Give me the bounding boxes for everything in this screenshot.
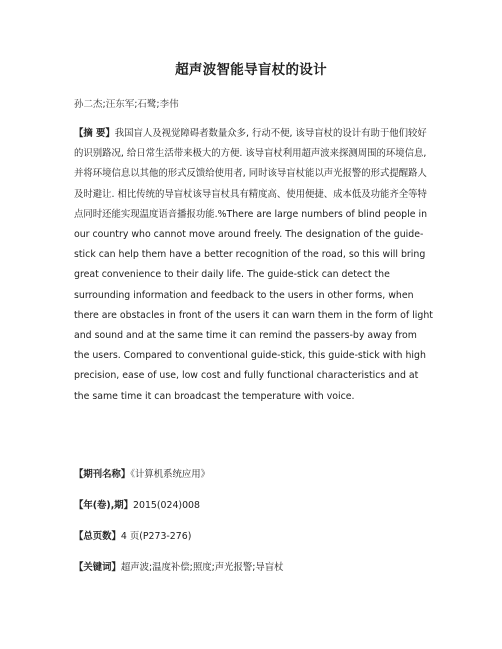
abstract-text: 我国盲人及视觉障碍者数量众多, 行动不便, 该导盲杖的设计有助于他们较好的识别路况, 给日常生活带来极大的方便. 该导盲杖利用超声波来探测周围的环境信息, 并将环境信息以其他的形式反馈给使用者, 同时该导盲杖能以声光报警的形式提醒路人及时避让. 相比传统的导盲杖该导盲杖具有精度高、使用便捷、成本低及功能齐全等特点同时还能实现温度语音播报功能.%There are large numbers of blind people in our country who cannot move around freely. The designation of the guide-stick can help them have a better recognition of the road, so this will bring great convenience to their daily life. The guide-stick can detect the surrounding information and feedback to the users in other forms, when there are obstacles in front of the users it can warn them in the form of light and sound and at the same time it can remind the passers-by away from the users. Compared to conventional guide-stick, this guide-stick with high precision, ease of use, low cost and fully functional characteristics and at the same time it can broadcast the temperature with voice. [74, 128, 433, 402]
abstract-label: 【摘 要】 [74, 128, 115, 139]
keywords-row [74, 559, 284, 573]
authors-line: 孙二杰;汪东军;石鹭;李伟 [74, 99, 179, 110]
pages-row [74, 528, 191, 542]
keywords-value: 超声波;温度补偿;照度;声光报警;导盲杖 [120, 562, 284, 573]
keywords-label: 【关键词】 [74, 562, 121, 573]
pages-value: 4 页(P273-276) [120, 531, 192, 542]
issue-value: 2015(024)008 [133, 500, 200, 511]
issue-label: 【年(卷),期】 [74, 500, 134, 511]
issue-row [74, 497, 200, 511]
abstract-block [74, 124, 434, 407]
document-title: 超声波智能导盲杖的设计 [175, 62, 327, 78]
journal-row [74, 466, 210, 480]
pages-label: 【总页数】 [74, 531, 121, 542]
journal-value: 《计算机系统应用》 [130, 469, 210, 480]
journal-label: 【期刊名称】 [74, 469, 131, 480]
